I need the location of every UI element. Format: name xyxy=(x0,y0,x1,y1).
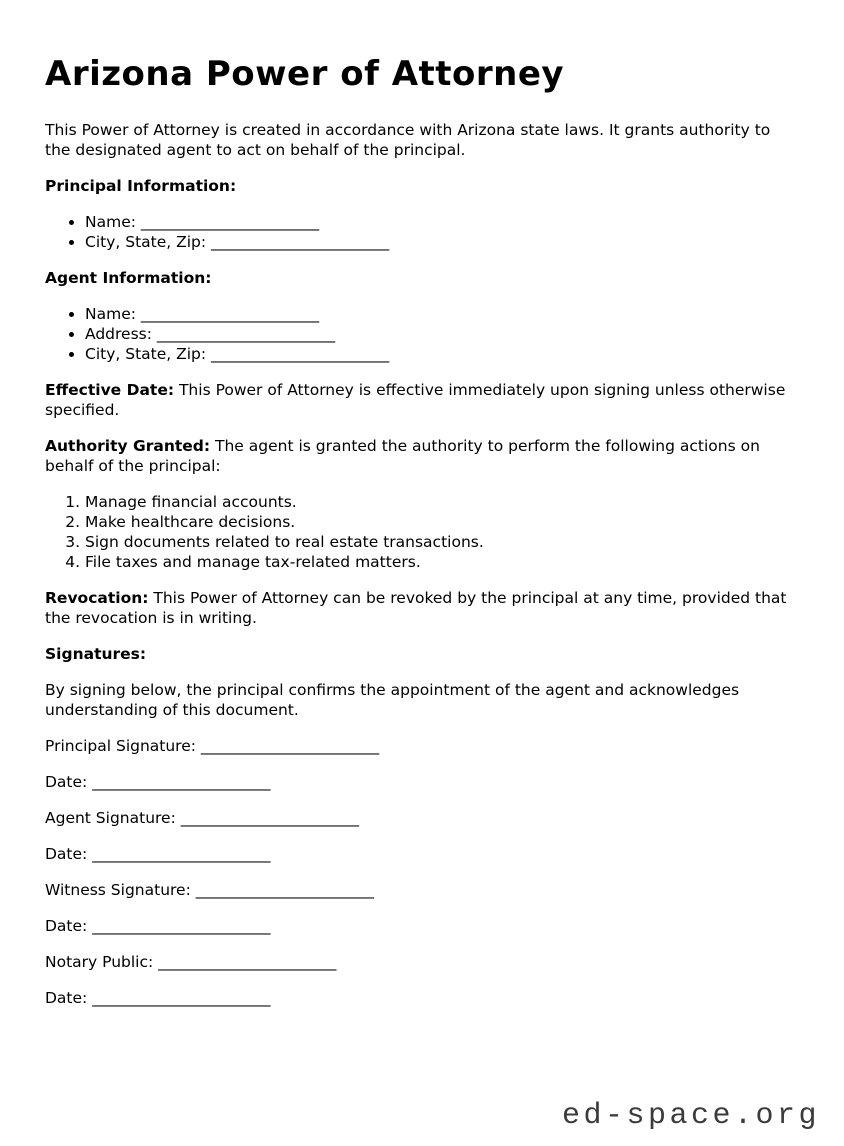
field-label: Agent Signature: xyxy=(45,809,176,827)
fill-in-blank: _______________________ xyxy=(140,305,320,323)
fill-in-blank: _______________________ xyxy=(195,881,374,899)
list-item xyxy=(85,212,800,232)
list-item: 4. File taxes and manage tax-related matters. xyxy=(85,552,800,572)
fill-in-blank: _______________________ xyxy=(92,773,271,791)
fill-in-blank: _______________________ xyxy=(158,953,337,971)
signatures-heading: Signatures: xyxy=(45,645,147,663)
list-item xyxy=(85,344,800,364)
principal-info-heading: Principal Information: xyxy=(45,177,237,195)
fill-in-blank: _______________________ xyxy=(156,325,336,343)
revocation-paragraph xyxy=(45,588,800,628)
agent-signature-line xyxy=(45,808,800,828)
field-label: City, State, Zip: xyxy=(85,345,207,363)
fill-in-blank: _______________________ xyxy=(92,989,271,1007)
effective-date-text: This Power of Attorney is effective immediately upon signing unless otherwise specified. xyxy=(45,381,786,419)
date-line xyxy=(45,772,800,792)
list-item xyxy=(85,304,800,324)
field-label: Date: xyxy=(45,773,88,791)
list-item: 2. Make healthcare decisions. xyxy=(85,512,800,532)
field-label: Principal Signature: xyxy=(45,737,196,755)
list-item xyxy=(85,232,800,252)
fill-in-blank: _______________________ xyxy=(211,345,390,363)
fill-in-blank: _______________________ xyxy=(180,809,359,827)
field-label: Date: xyxy=(45,989,88,1007)
site-watermark: ed-space.org xyxy=(561,1099,820,1133)
field-label: Date: xyxy=(45,917,88,935)
list-item: 1. Manage financial accounts. xyxy=(85,492,800,512)
document-page xyxy=(0,54,844,1008)
fill-in-blank: _______________________ xyxy=(92,917,271,935)
fill-in-blank: _______________________ xyxy=(92,845,271,863)
authority-granted-label: Authority Granted: xyxy=(45,437,211,455)
agent-info-heading: Agent Information: xyxy=(45,269,212,287)
signatures-intro-paragraph: By signing below, the principal confirms the appointment of the agent and acknowledges understanding of this document. xyxy=(45,681,740,719)
list-item xyxy=(85,324,800,344)
revocation-text: This Power of Attorney can be revoked by the principal at any time, provided that the revocation is in writing. xyxy=(45,589,787,627)
authority-granted-paragraph xyxy=(45,436,800,476)
date-line xyxy=(45,916,800,936)
witness-signature-line xyxy=(45,880,800,900)
fill-in-blank: _______________________ xyxy=(211,233,390,251)
principal-info-list xyxy=(45,212,800,252)
date-line xyxy=(45,988,800,1008)
list-item: 3. Sign documents related to real estate transactions. xyxy=(85,532,800,552)
field-label: Notary Public: xyxy=(45,953,154,971)
field-label: Address: xyxy=(85,325,152,343)
fill-in-blank: _______________________ xyxy=(200,737,380,755)
field-label: Name: xyxy=(85,213,136,231)
document-title: Arizona Power of Attorney xyxy=(45,54,565,94)
agent-info-list xyxy=(45,304,800,364)
effective-date-label: Effective Date: xyxy=(45,381,175,399)
intro-paragraph: This Power of Attorney is created in accordance with Arizona state laws. It grants authority to the designated agent to act on behalf of the principal. xyxy=(45,121,771,159)
authority-granted-text: The agent is granted the authority to perform the following actions on behalf of the principal: xyxy=(45,437,760,475)
principal-signature-line xyxy=(45,736,800,756)
date-line xyxy=(45,844,800,864)
notary-public-line xyxy=(45,952,800,972)
revocation-label: Revocation: xyxy=(45,589,149,607)
field-label: Name: xyxy=(85,305,136,323)
fill-in-blank: _______________________ xyxy=(140,213,320,231)
authority-actions-list xyxy=(45,492,800,572)
field-label: Date: xyxy=(45,845,88,863)
field-label: City, State, Zip: xyxy=(85,233,207,251)
effective-date-paragraph xyxy=(45,380,800,420)
field-label: Witness Signature: xyxy=(45,881,191,899)
